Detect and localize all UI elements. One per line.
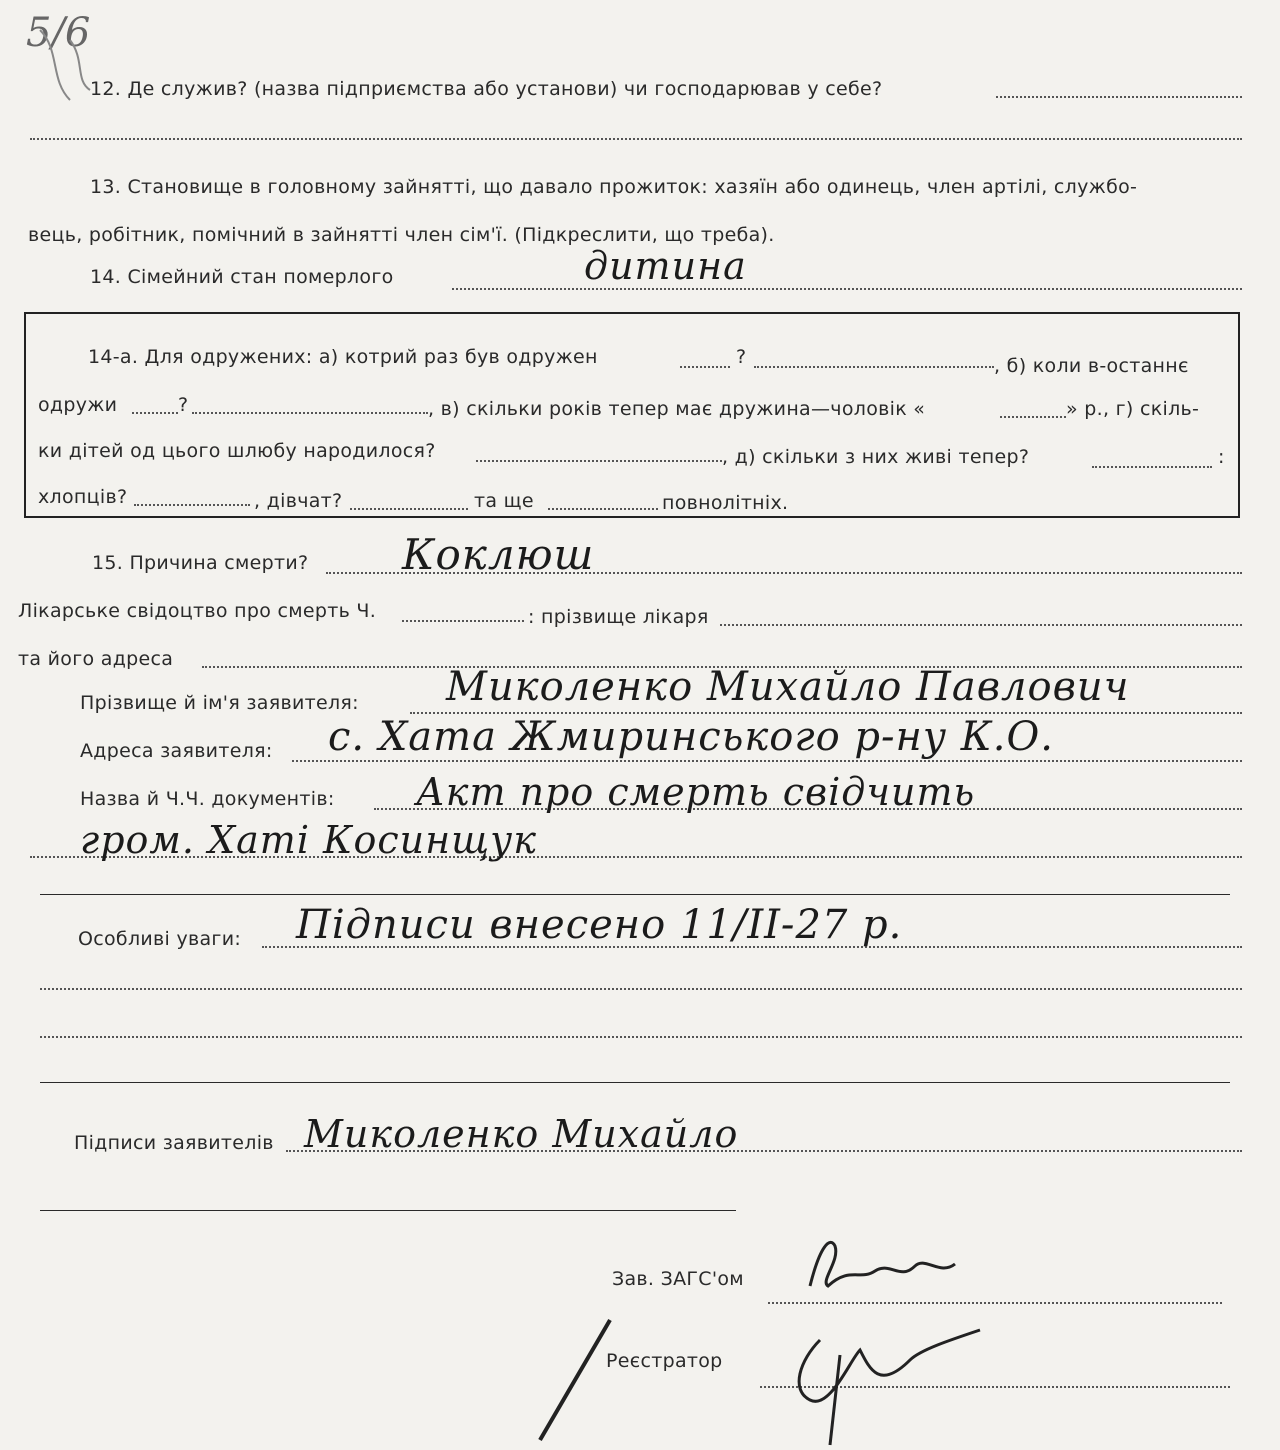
- medical-cert-label: Лікарське свідоцтво про смерть Ч.: [18, 600, 377, 622]
- notes-blank-line2[interactable]: [40, 988, 1242, 990]
- signatures-label: Підписи заявителів: [74, 1132, 274, 1154]
- medical-cert-number-blank[interactable]: [402, 620, 524, 622]
- applicant-address-value: с. Хата Жмиринського р-ну К.О.: [328, 714, 1054, 760]
- documents-value-line1: Акт про смерть свідчить: [416, 770, 976, 814]
- notes-label: Особливі уваги:: [78, 928, 242, 950]
- q14a-blank-times[interactable]: [680, 366, 730, 368]
- doctor-name-blank[interactable]: [720, 624, 1242, 626]
- q15-handwritten-value: Коклюш: [402, 530, 595, 579]
- q14-blank[interactable]: [452, 288, 1242, 290]
- q14a-blank-married[interactable]: [132, 412, 178, 414]
- q12-blank-line2[interactable]: [30, 138, 1242, 140]
- q14a-blank-alive[interactable]: [1092, 466, 1212, 468]
- applicant-address-label: Адреса заявителя:: [80, 740, 273, 762]
- q13-line1: 13. Становище в головному зайнятті, що давало прожиток: хазяїн або одинець, член артілі, службо-: [90, 176, 1138, 198]
- divider-3: [40, 1210, 736, 1211]
- divider-2: [40, 1082, 1230, 1083]
- registrar-label: Реєстратор: [606, 1350, 723, 1372]
- applicant-name-label: Прізвище й ім'я заявителя:: [80, 692, 359, 714]
- registrar-signature: [530, 1300, 1010, 1450]
- applicant-name-value: Миколенко Михайло Павлович: [446, 664, 1130, 710]
- documents-label: Назва й Ч.Ч. документів:: [80, 788, 335, 810]
- q14a-line3-a: ки дітей од цього шлюбу народилося?: [38, 440, 436, 462]
- q14a-line4-b: , дівчат?: [254, 490, 343, 512]
- head-of-registry-label: Зав. ЗАГС'ом: [612, 1268, 744, 1290]
- q14a-blank-adults[interactable]: [548, 508, 658, 510]
- q14a-blank-children[interactable]: [476, 460, 722, 462]
- signatures-value: Миколенко Михайло: [304, 1112, 739, 1156]
- q14-label: 14. Сімейний стан померлого: [90, 266, 394, 288]
- q14a-question-mark-2: ?: [178, 394, 189, 416]
- q14a-question-mark: ?: [736, 346, 747, 368]
- q14a-line1-a: 14-а. Для одружених: а) котрий раз був одружен: [88, 346, 598, 368]
- corner-pencil-mark: [30, 20, 100, 110]
- documents-value-line2: гром. Хаті Косинщук: [80, 818, 537, 862]
- q12-blank[interactable]: [996, 96, 1242, 98]
- q14a-blank-spouse-age[interactable]: [1000, 416, 1066, 418]
- q14a-line2-c: » р., г) скіль-: [1066, 398, 1200, 420]
- q14a-colon: :: [1218, 446, 1225, 468]
- q14a-blank-married-2[interactable]: [192, 412, 428, 414]
- head-signature: [790, 1226, 990, 1306]
- notes-value: Підписи внесено 11/II-27 р.: [296, 902, 903, 948]
- q13-line2: вець, робітник, помічний в зайнятті член сім'ї. (Підкреслити, що треба).: [28, 224, 775, 246]
- q12-label: 12. Де служив? (назва підприємства або установи) чи господарював у себе?: [90, 78, 883, 100]
- q14a-line4-d: повнолітніх.: [662, 492, 789, 514]
- q14a-line3-b: , д) скільки з них живі тепер?: [722, 446, 1030, 468]
- q14a-line2-b: , в) скільки років тепер має дружина—чоловік «: [428, 398, 926, 420]
- applicant-address-blank[interactable]: [292, 760, 1242, 762]
- q14a-line4-c: та ще: [474, 490, 534, 512]
- q14a-line4-a: хлопців?: [38, 486, 128, 508]
- corner-mark: 5/6: [26, 10, 91, 56]
- notes-blank-line3[interactable]: [40, 1036, 1242, 1038]
- divider-1: [40, 894, 1230, 895]
- q14a-blank-boys[interactable]: [134, 504, 250, 506]
- q14a-blank-times-2[interactable]: [754, 366, 994, 368]
- q14a-blank-girls[interactable]: [350, 508, 468, 510]
- doctor-name-label: : прізвище лікаря: [528, 606, 709, 628]
- q15-label: 15. Причина смерти?: [92, 552, 309, 574]
- q14-handwritten-value: дитина: [584, 244, 747, 288]
- q14a-line1-b: , б) коли в-останнє: [994, 355, 1189, 377]
- q14a-line2-a: одружи: [38, 394, 118, 416]
- doctor-address-label: та його адреса: [18, 648, 174, 670]
